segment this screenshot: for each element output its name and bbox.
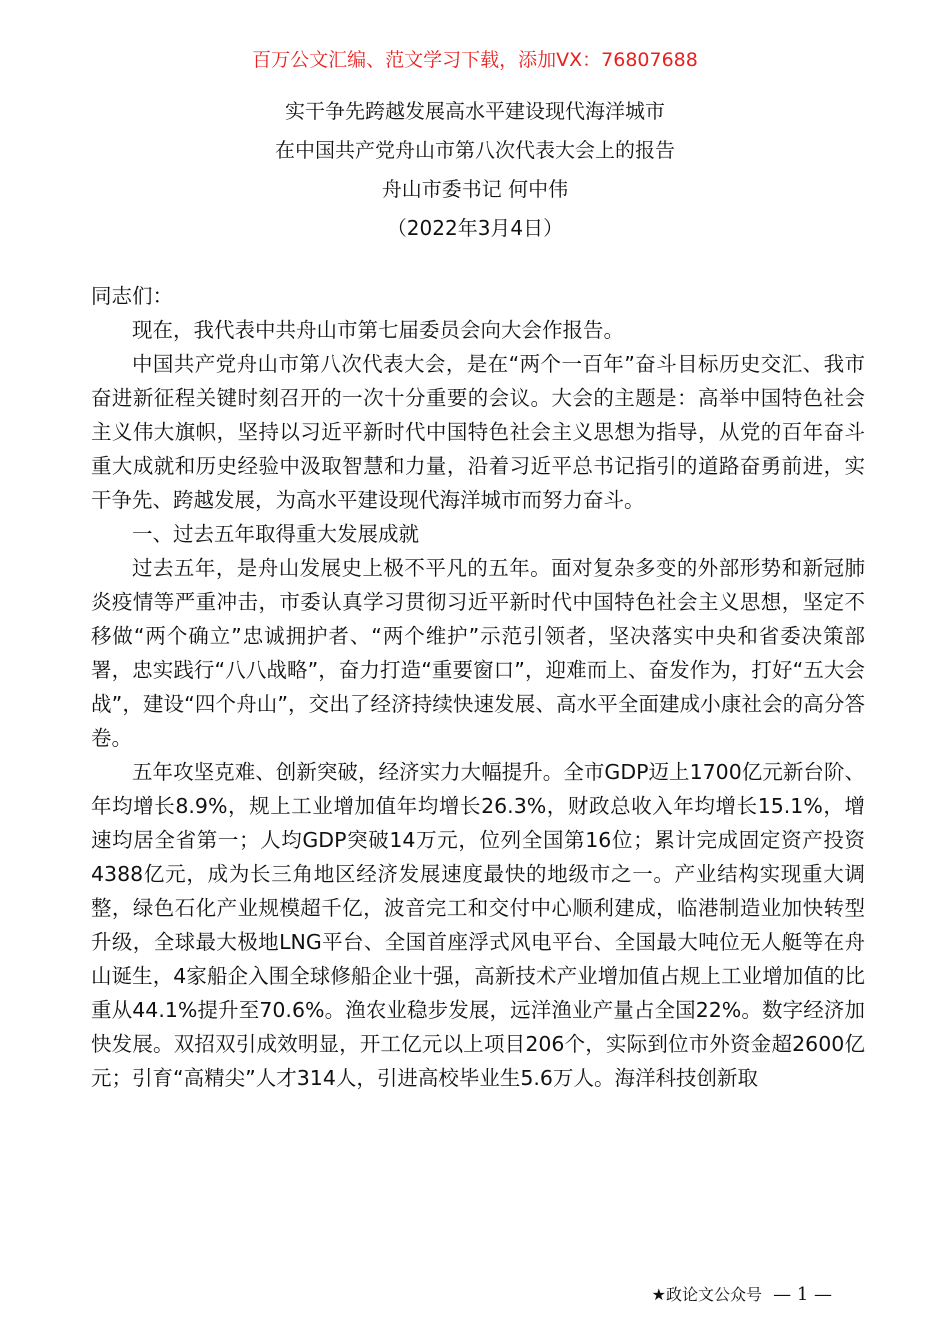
section-heading: 一、过去五年取得重大发展成就 — [132, 522, 419, 546]
footer-source: ★政论文公众号 — [651, 1285, 762, 1304]
paragraph: 过去五年，是舟山发展史上极不平凡的五年。面对复杂多变的外部形势和新冠肺炎疫情等严重冲击，市委认真学习贯彻习近平新时代中国特色社会主义思想，坚定不移做“两个确立”忠诚拥护者、“两个维护”示范引领者，坚决落实中央和省委决策部署，忠实践行“八八战略”，奋力打造“重要窗口”，迎难而上、奋发作为，打好“五大会战”，建设“四个舟山”，交出了经济持续快速发展、高水平全面建成小康社会的高分答卷。 — [91, 556, 865, 750]
report-subtitle: 在中国共产党舟山市第八次代表大会上的报告 — [275, 138, 675, 162]
report-body — [91, 279, 865, 1095]
report-date: （2022年3月4日） — [386, 216, 564, 240]
page-number: — 1 — — [773, 1284, 832, 1305]
salutation: 同志们： — [91, 284, 173, 308]
promo-banner: 百万公文汇编、范文学习下载，添加VX：76807688 — [252, 49, 698, 71]
report-title: 实干争先跨越发展高水平建设现代海洋城市 — [285, 99, 665, 123]
paragraph: 中国共产党舟山市第八次代表大会，是在“两个一百年”奋斗目标历史交汇、我市奋进新征程关键时刻召开的一次十分重要的会议。大会的主题是：高举中国特色社会主义伟大旗帜，坚持以习近平新时代中国特色社会主义思想为指导，从党的百年奋斗重大成就和历史经验中汲取智慧和力量，沿着习近平总书记指引的道路奋勇前进，实干争先、跨越发展，为高水平建设现代海洋城市而努力奋斗。 — [91, 352, 865, 512]
report-author: 舟山市委书记 何中伟 — [381, 177, 569, 201]
report-title-block — [0, 92, 950, 248]
paragraph: 现在，我代表中共舟山市第七届委员会向大会作报告。 — [132, 318, 624, 342]
paragraph: 五年攻坚克难、创新突破，经济实力大幅提升。全市GDP迈上1700亿元新台阶、年均增长8.9%，规上工业增加值年均增长26.3%，财政总收入年均增长15.1%，增速均居全省第一；人均GDP突破14万元，位列全国第16位；累计完成固定资产投资4388亿元，成为长三角地区经济发展速度最快的地级市之一。产业结构实现重大调整，绿色石化产业规模超千亿，波音完工和交付中心顺利建成，临港制造业加快转型升级，全球最大极地LNG平台、全国首座浮式风电平台、全国最大吨位无人艇等在舟山诞生，4家船企入围全球修船企业十强，高新技术产业增加值占规上工业增加值的比重从44.1%提升至70.6%。渔农业稳步发展，远洋渔业产量占全国22%。数字经济加快发展。双招双引成效明显，开工亿元以上项目206个，实际到位市外资金超2600亿元；引育“高精尖”人才314人，引进高校毕业生5.6万人。海洋科技创新取 — [91, 760, 865, 1090]
page-footer — [652, 1282, 832, 1308]
